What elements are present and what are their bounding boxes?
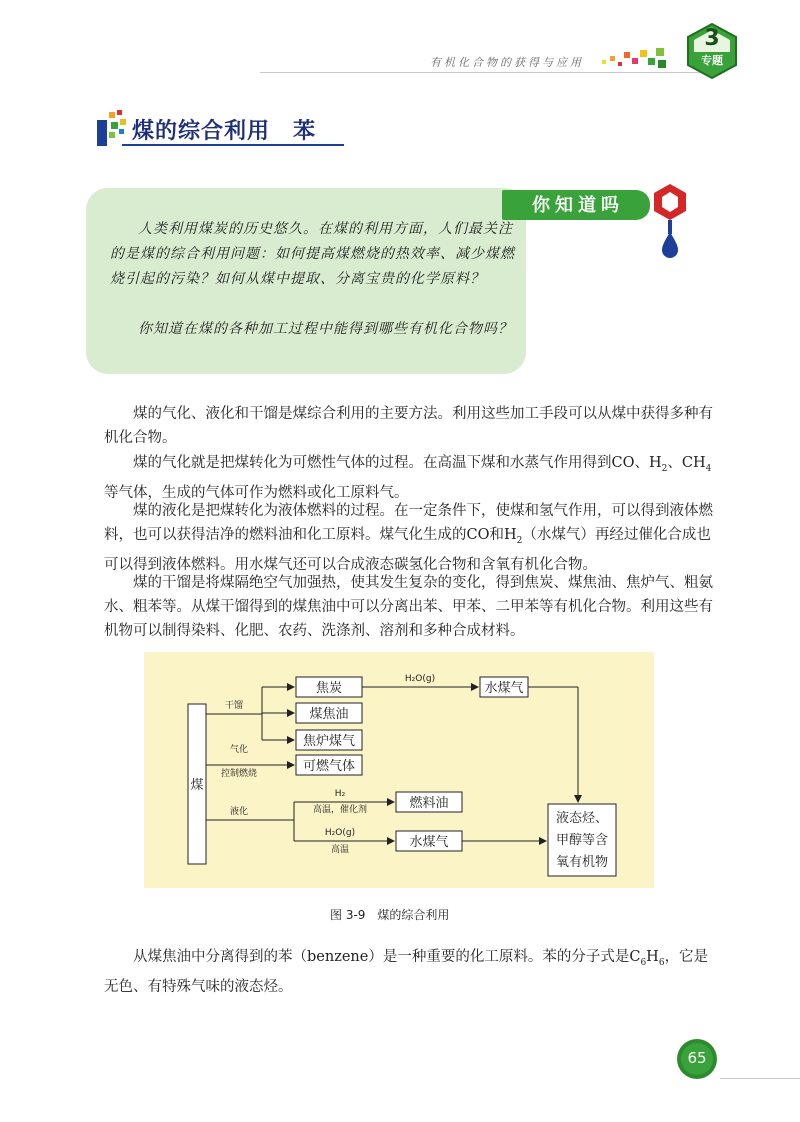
chapter-label: 专题 — [701, 54, 723, 67]
coke-node: 焦炭 — [315, 681, 343, 696]
paragraph-benzene: 从煤焦油中分离得到的苯（benzene）是一种重要的化工原料。苯的分子式是$C_6H_6$，它是无色、有特殊气味的液态烃。 — [104, 949, 709, 995]
water-gas-bottom-node: 水煤气 — [409, 835, 449, 850]
gasification-label: 气化 — [229, 745, 249, 755]
product-line-2: 甲醇等含 — [555, 833, 609, 848]
h2-condition-label: 高温，催化剂 — [312, 805, 368, 815]
chapter-number: 3 — [704, 26, 720, 51]
coal-node: 煤 — [190, 778, 204, 793]
running-title: 有机化合物的获得与应用 — [430, 56, 584, 69]
h2o-top-label: H₂O(g) — [404, 674, 436, 684]
coal-utilization-diagram — [144, 652, 654, 888]
h2o-bottom-label: H₂O(g) — [324, 828, 356, 838]
paragraph-dry-distillation: 煤的干馏是将煤隔绝空气加强热，使其发生复杂的变化，得到焦炭、煤焦油、焦炉气、粗氨水、粗苯等。从煤干馏得到的煤焦油中可以分离出苯、甲苯、二甲苯等有机化合物。利用这些有机物可以制得染料、化肥、农药、洗涤剂、溶剂和多种合成材料。 — [104, 575, 713, 639]
combustible-gas-node: 可燃气体 — [302, 759, 356, 774]
fuel-oil-node: 燃料油 — [409, 796, 449, 811]
footer-rule — [720, 1078, 800, 1079]
header-dots-decoration — [598, 46, 678, 72]
product-line-1: 液态烃、 — [555, 811, 609, 826]
did-you-know-paragraph-2: 你知道在煤的各种加工过程中能得到哪些有机化合物吗？ — [138, 321, 513, 337]
did-you-know-label: 你知道吗 — [532, 195, 624, 216]
figure-caption: 图 3-9 煤的综合利用 — [330, 908, 450, 922]
hexagon-drop-icon — [650, 180, 690, 260]
header-rule — [260, 72, 700, 73]
section-title: 煤的综合利用 苯 — [132, 118, 317, 144]
dry-distillation-label: 干馏 — [224, 701, 244, 711]
coke-oven-gas-node: 焦炉煤气 — [302, 734, 356, 749]
water-gas-top-node: 水煤气 — [484, 681, 524, 696]
section-title-underline — [122, 144, 344, 146]
high-temperature-label: 高温 — [330, 845, 350, 855]
page-number: 65 — [687, 1049, 707, 1067]
paragraph-gasification: 煤的气化就是把煤转化为可燃性气体的过程。在高温下煤和水蒸气作用得到CO、$H_2$、$CH_4$等气体，生成的气体可作为燃料或化工原料气。 — [104, 455, 712, 501]
paragraph-liquefaction: 煤的液化是把煤转化为液体燃料的过程。在一定条件下，使煤和氢气作用，可以得到液体燃料，也可以获得洁净的燃料油和化工原料。煤气化生成的CO和$H_2$（水煤气）再经过催化合成也可以得到液体燃料。用水煤气还可以合成液态碳氢化合物和含氧有机化合物。 — [104, 503, 713, 573]
liquefaction-label: 液化 — [229, 807, 249, 817]
paragraph-methods: 煤的气化、液化和干馏是煤综合利用的主要方法。利用这些加工手段可以从煤中获得多种有机化合物。 — [104, 406, 713, 446]
controlled-combustion-label: 控制燃烧 — [220, 769, 258, 779]
product-line-3: 氧有机物 — [555, 855, 609, 870]
section-squares-icon — [97, 110, 129, 146]
did-you-know-paragraph-1: 人类利用煤炭的历史悠久。在煤的利用方面，人们最关注的是煤的综合利用问题：如何提高煤燃烧的热效率、减少煤燃烧引起的污染？如何从煤中提取、分离宝贵的化学原料？ — [110, 221, 515, 287]
h2-label: H₂ — [334, 789, 346, 799]
coal-tar-node: 煤焦油 — [309, 707, 349, 722]
